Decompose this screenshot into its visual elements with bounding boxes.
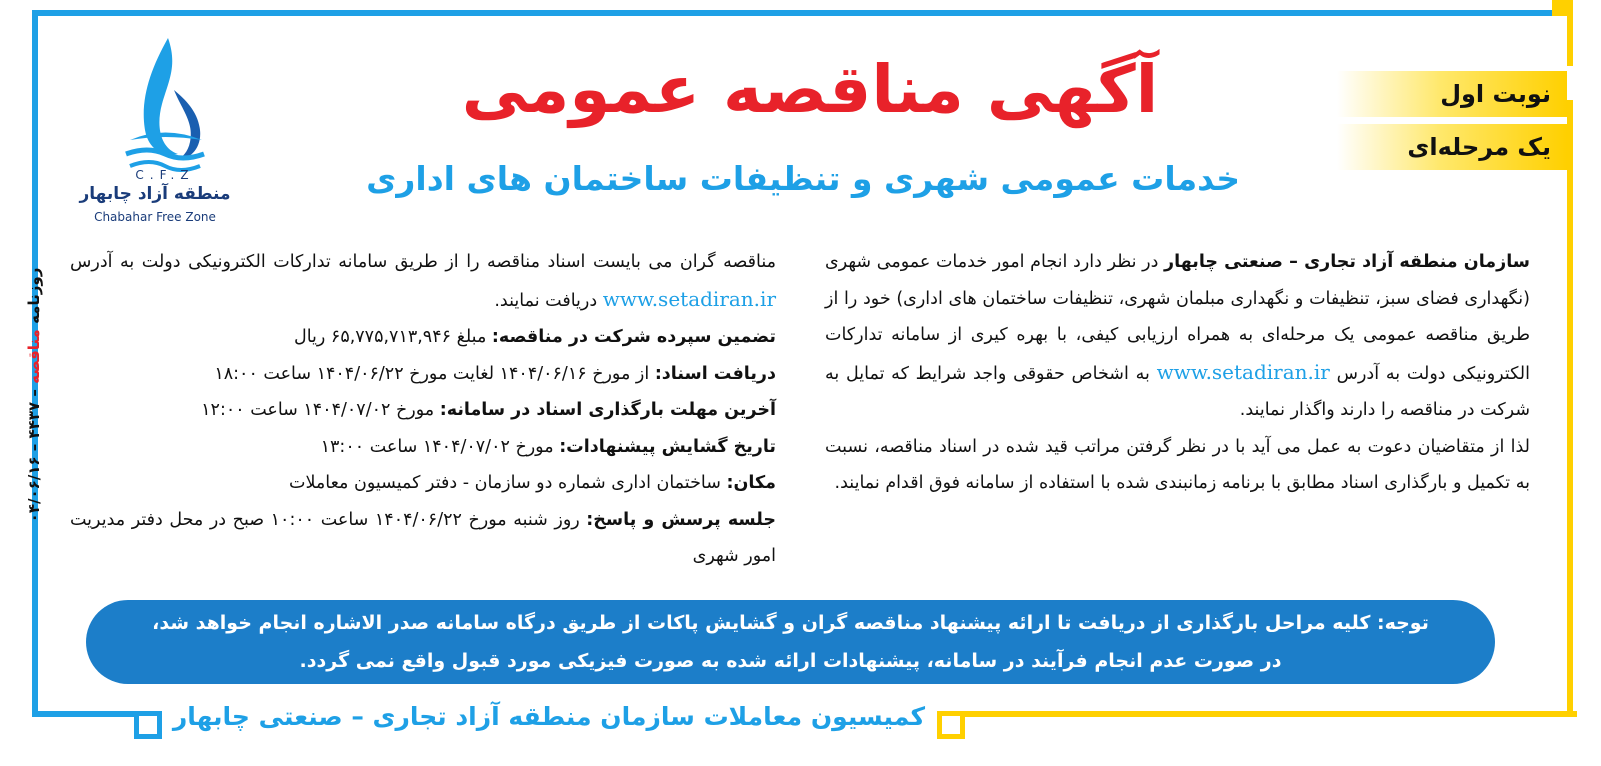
detail-item xyxy=(70,465,776,502)
detail-label: مکان: xyxy=(726,473,776,493)
frame-bottom-right-border xyxy=(965,711,1577,717)
notice-line-2: در صورت عدم انجام فرآیند در سامانه، پیشنهادات ارائه شده به صورت فیزیکی مورد قبول واقع نمی گردد. xyxy=(299,650,1282,672)
detail-label: آخرین مهلت بارگذاری اسناد در سامانه: xyxy=(439,400,776,420)
body-right-column xyxy=(825,244,1530,502)
detail-label: تضمین سپرده شرکت در مناقصه: xyxy=(491,327,776,347)
notice-line-1: توجه: کلیه مراحل بارگذاری از دریافت تا ارائه پیشنهاد مناقصه گران و گشایش پاکات از طریق درگاه سامانه صدر الاشاره انجام خواهد شد، xyxy=(152,612,1429,634)
square-ornament-blue xyxy=(134,711,162,739)
detail-label: جلسه پرسش و پاسخ: xyxy=(586,509,776,530)
detail-item xyxy=(70,319,776,356)
detail-value: مورخ ۱۴۰۴/۰۷/۰۲ ساعت ۱۳:۰۰ xyxy=(320,436,554,457)
notice-banner xyxy=(86,600,1495,684)
docs-paragraph xyxy=(70,244,776,319)
badge-stage: یک مرحله‌ای xyxy=(1337,124,1567,170)
detail-value: مورخ ۱۴۰۴/۰۷/۰۲ ساعت ۱۲:۰۰ xyxy=(201,400,435,420)
detail-item xyxy=(70,392,776,429)
frame-bottom-left-border xyxy=(32,711,142,717)
invite-paragraph: لذا از متقاضیان دعوت به عمل می آید با در نظر گرفتن مراتب قید شده در اسناد مناقصه، نسبت به تکمیل و بارگذاری اسناد مطابق با برنامه زمانبندی شده با استفاده از سامانه فوق اقدام نمایند. xyxy=(825,436,1530,493)
frame-corner-accent xyxy=(1552,0,1572,16)
square-ornament-yellow xyxy=(937,711,965,739)
side-ref-prefix: روزنامه xyxy=(25,267,43,324)
badge-round: نوبت اول xyxy=(1337,71,1567,117)
body-left-column xyxy=(70,244,776,575)
setadiran-link-2[interactable]: www.setadiran.ir xyxy=(602,286,776,311)
detail-label: تاریخ گشایش پیشنهادات: xyxy=(559,436,776,457)
detail-value: ساختمان اداری شماره دو سازمان - دفتر کمیسیون معاملات xyxy=(288,473,721,493)
sub-title: خدمات عمومی شهری و تنظیفات ساختمان های اداری xyxy=(366,159,1240,198)
detail-value: از مورخ ۱۴۰۴/۰۶/۱۶ لغایت مورخ ۱۴۰۴/۰۶/۲۲ ساعت ۱۸:۰۰ xyxy=(214,363,650,384)
side-reference xyxy=(14,230,54,560)
detail-item xyxy=(70,429,776,466)
logo-cfz-text: C.F.Z xyxy=(135,168,195,182)
intro-paragraph xyxy=(825,244,1530,429)
logo-name-en: Chabahar Free Zone xyxy=(94,210,216,224)
main-title: آگهی مناقصه عمومی xyxy=(461,51,1159,128)
logo-name-fa: منطقه آزاد چابهار xyxy=(79,184,231,204)
docs-tail: دریافت نمایند. xyxy=(494,290,598,311)
intro-text: در نظر دارد انجام امور خدمات عمومی شهری (نگهداری فضای سبز، تنظیفات و نگهداری مبلمان شهری، تنظیفات ساختمان های اداری) خود را از طریق مناقصه عمومی یک مرحله‌ای به همراه ارزیابی کیفی، با بهره کیری از سامانه تدارکات الکترونیکی دولت به آدرس xyxy=(825,252,1530,384)
detail-item xyxy=(70,356,776,393)
detail-label: دریافت اسناد: xyxy=(654,363,776,384)
docs-text: مناقصه گران می بایست اسناد مناقصه را از طریق سامانه تدارکات الکترونیکی دولت به آدرس xyxy=(70,252,776,272)
side-ref-suffix: – ۴۴۳۷ – ۰۴/۰۶/۱۶ xyxy=(25,389,43,523)
detail-item xyxy=(70,502,776,575)
detail-value: مبلغ ۶۵,۷۷۵,۷۱۳,۹۴۶ ریال xyxy=(293,327,487,347)
frame-right-border xyxy=(1567,100,1573,717)
setadiran-link[interactable]: www.setadiran.ir xyxy=(1156,359,1330,384)
side-ref-brand: مناقصه xyxy=(25,329,43,384)
org-name: سازمان منطقه آزاد تجاری – صنعتی چابهار xyxy=(1164,252,1530,272)
frame-top-border xyxy=(32,10,1567,16)
detail-value: روز شنبه مورخ ۱۴۰۴/۰۶/۲۲ ساعت ۱۰:۰۰ صبح در محل دفتر مدیریت امور شهری xyxy=(70,509,776,566)
intro-tail: به اشخاص حقوقی واجد شرایط که تمایل به شرکت در مناقصه را دارند واگذار نمایند. xyxy=(825,363,1530,420)
footer-signature: کمیسیون معاملات سازمان منطقه آزاد تجاری – صنعتی چابهار xyxy=(172,702,925,731)
